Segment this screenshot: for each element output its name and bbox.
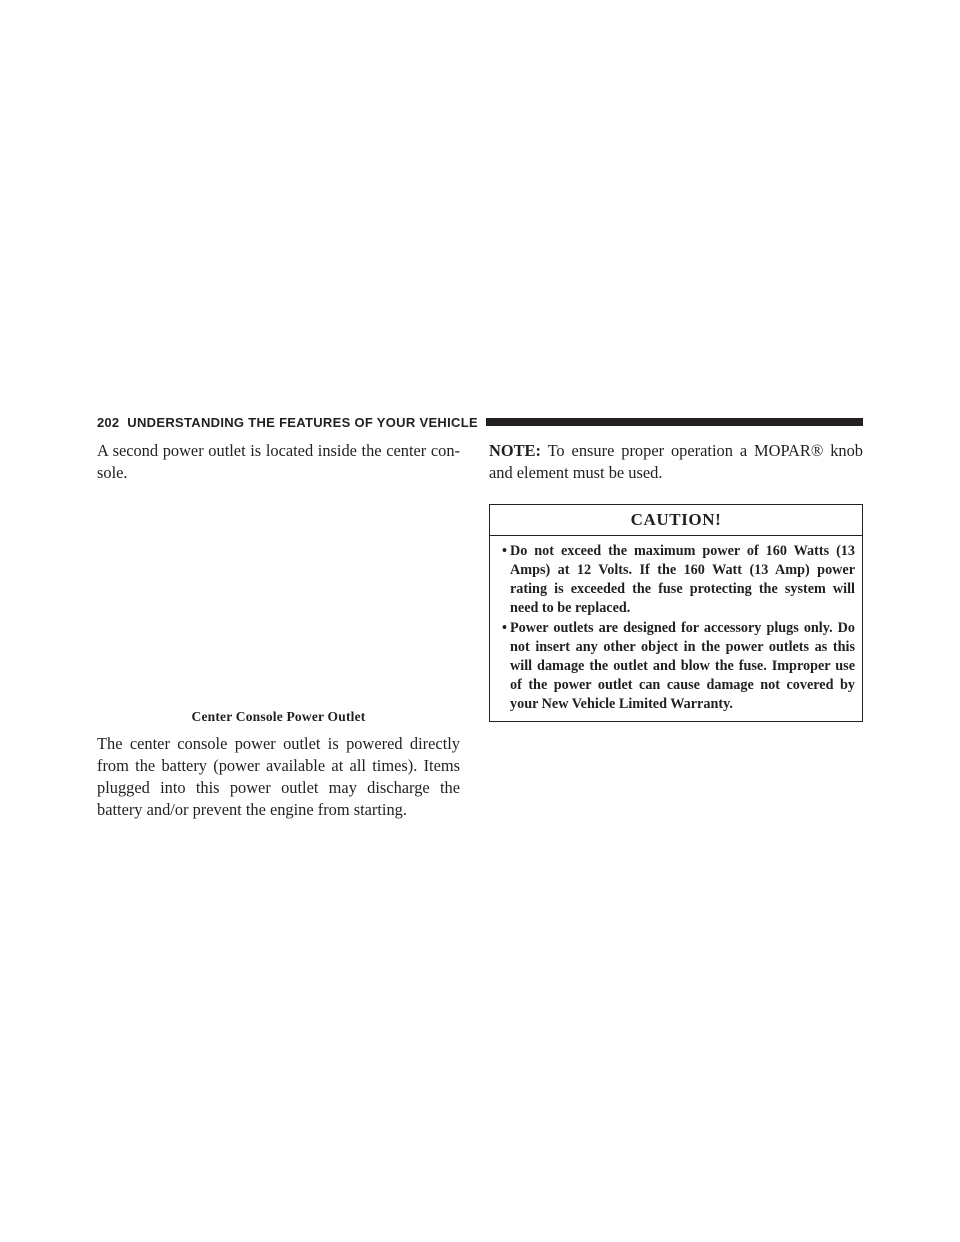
intro-paragraph: A second power outlet is located inside the center con- sole. [97, 441, 460, 482]
caution-item-text: Power outlets are designed for accessory plugs only. Do not insert any other object in the power outlets as this will damage the outlet and blow the fuse. Improper use of the power outlet can cause damage not covered by your New Vehicle Limited Warranty. [510, 620, 855, 712]
note-paragraph [489, 440, 863, 484]
left-column [97, 440, 460, 821]
caution-box [489, 504, 863, 722]
page-header [97, 414, 863, 430]
header-rule [486, 418, 863, 426]
caution-item [502, 619, 855, 714]
caution-item [502, 542, 855, 618]
caution-list [490, 536, 862, 714]
bullet-icon: • [502, 543, 507, 559]
body-paragraph: The center console power outlet is powered directly from the battery (power available at all times). Items plugged into this power outlet may discharge the battery and/or prevent the engine from starting. [97, 734, 460, 819]
right-column [489, 440, 863, 722]
note-label: NOTE: [489, 441, 541, 460]
caution-title: CAUTION! [490, 505, 862, 536]
figure-caption: Center Console Power Outlet [191, 709, 366, 724]
note-text: To ensure proper operation a MOPAR® knob and element must be used. [489, 441, 863, 482]
figure-center-console-outlet [97, 484, 460, 726]
bullet-icon: • [502, 620, 507, 636]
page-number: 202 [97, 414, 120, 430]
section-title: UNDERSTANDING THE FEATURES OF YOUR VEHICLE [127, 414, 478, 430]
caution-item-text: Do not exceed the maximum power of 160 Watts (13 Amps) at 12 Volts. If the 160 Watt (13 Amp) power rating is exceeded the fuse protecting the system will need to be replaced. [510, 543, 855, 616]
